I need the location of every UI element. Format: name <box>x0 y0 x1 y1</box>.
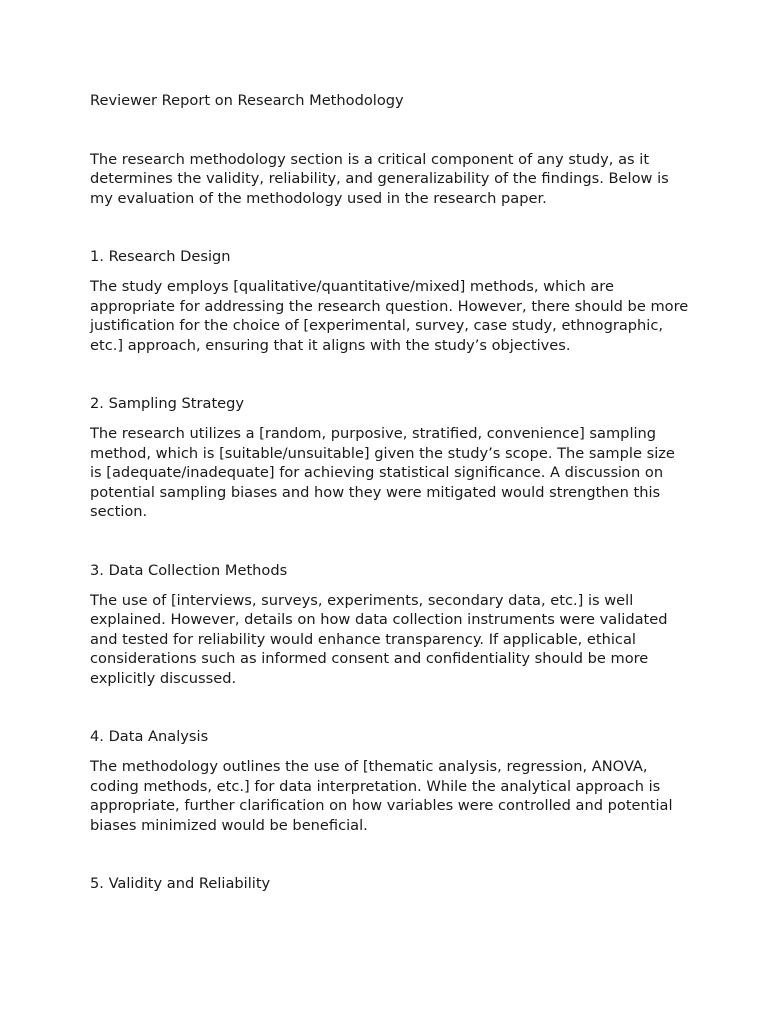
section-heading-sampling-strategy: 2. Sampling Strategy <box>90 395 245 412</box>
document-content <box>90 91 690 904</box>
section-body-sampling-strategy: The research utilizes a [random, purposive, stratified, convenience] sampling method, which is [suitable/unsuitable] given the study’s scope. The sample size is [adequate/inadequate] for achieving statistical significance. A discussion on potential sampling biases and how they were mitigated would strengthen this section. <box>90 425 675 520</box>
section-body-data-collection: The use of [interviews, surveys, experiments, secondary data, etc.] is well explained. However, details on how data collection instruments were validated and tested for reliability would enhance transparency. If applicable, ethical considerations such as informed consent and confidentiality should be more explicitly discussed. <box>90 591 668 687</box>
section-heading-validity-reliability: 5. Validity and Reliability <box>90 875 271 892</box>
section-heading-data-analysis: 4. Data Analysis <box>90 728 209 745</box>
section-heading-research-design: 1. Research Design <box>90 248 231 265</box>
document-title: Reviewer Report on Research Methodology <box>90 92 404 109</box>
section-heading-data-collection: 3. Data Collection Methods <box>90 561 288 579</box>
section-body-research-design: The study employs [qualitative/quantitative/mixed] methods, which are appropriate for addressing the research question. However, there should be more justification for the choice of [experimental, survey, case study, ethnographic, etc.] approach, ensuring that it aligns with the study’s objectives. <box>90 278 689 354</box>
section-body-data-analysis: The methodology outlines the use of [thematic analysis, regression, ANOVA, coding methods, etc.] for data interpretation. While the analytical approach is appropriate, further clarification on how variables were controlled and potential biases minimized would be beneficial. <box>90 758 673 834</box>
intro-paragraph: The research methodology section is a critical component of any study, as it determines the validity, reliability, and generalizability of the findings. Below is my evaluation of the methodology used in the research paper. <box>90 150 669 207</box>
